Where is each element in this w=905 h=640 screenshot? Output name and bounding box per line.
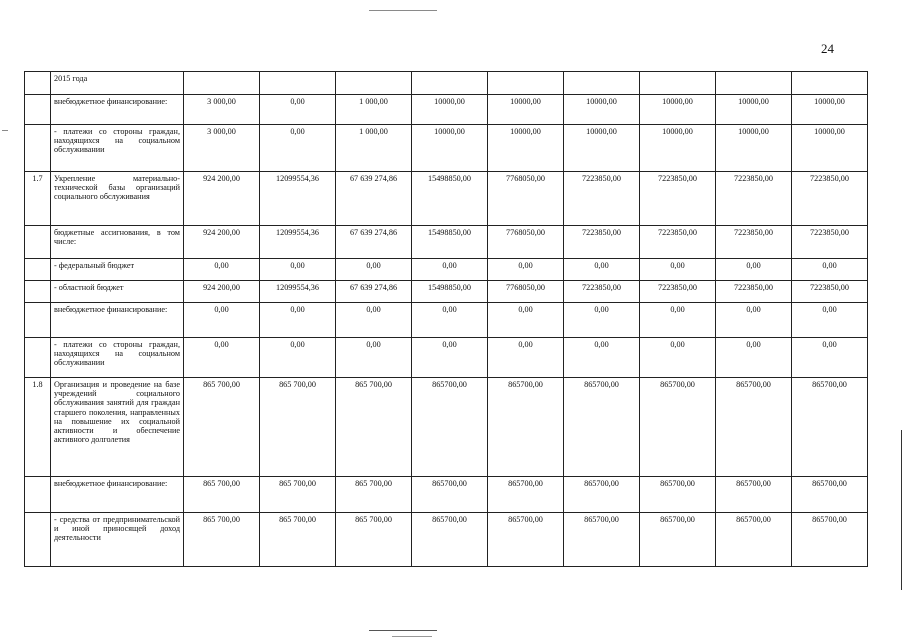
- value-cell: 7223850,00: [640, 281, 716, 303]
- table-row: [25, 172, 868, 226]
- table-row: [25, 303, 868, 338]
- scan-mark-bottom-short: [392, 636, 432, 637]
- value-cell: 865700,00: [792, 477, 868, 513]
- value-cell: 10000,00: [412, 125, 488, 172]
- value-cell: 865700,00: [412, 378, 488, 477]
- value-cell: 865700,00: [564, 477, 640, 513]
- value-cell: 7223850,00: [564, 226, 640, 259]
- row-label: бюджетные ассигнования, в том числе:: [51, 226, 184, 259]
- value-cell: 865 700,00: [336, 477, 412, 513]
- value-cell: 10000,00: [640, 95, 716, 125]
- value-cell: 0,00: [564, 259, 640, 281]
- value-cell: 865700,00: [640, 513, 716, 567]
- table-row: [25, 338, 868, 378]
- scan-mark-left: [2, 130, 8, 131]
- table-row: [25, 477, 868, 513]
- row-code: [25, 281, 51, 303]
- value-cell: 0,00: [184, 338, 260, 378]
- value-cell: 0,00: [336, 338, 412, 378]
- value-cell: 12099554,36: [260, 226, 336, 259]
- value-cell: 865700,00: [640, 378, 716, 477]
- value-cell: 0,00: [412, 338, 488, 378]
- row-code: [25, 72, 51, 95]
- value-cell: 0,00: [564, 303, 640, 338]
- value-cell: 865700,00: [412, 477, 488, 513]
- value-cell: 0,00: [412, 259, 488, 281]
- value-cell: 0,00: [792, 338, 868, 378]
- row-code: [25, 338, 51, 378]
- value-cell: 10000,00: [564, 95, 640, 125]
- value-cell: 0,00: [260, 125, 336, 172]
- value-cell: 865 700,00: [260, 477, 336, 513]
- value-cell: 865 700,00: [184, 513, 260, 567]
- row-label: - платежи со стороны граждан, находящихся на социальном обслуживании: [51, 125, 184, 172]
- value-cell: [184, 72, 260, 95]
- value-cell: 7768050,00: [488, 172, 564, 226]
- table-row: [25, 125, 868, 172]
- value-cell: 0,00: [260, 95, 336, 125]
- value-cell: 865700,00: [488, 513, 564, 567]
- row-label: - федеральный бюджет: [51, 259, 184, 281]
- value-cell: 0,00: [336, 303, 412, 338]
- value-cell: 0,00: [260, 338, 336, 378]
- value-cell: 865700,00: [488, 477, 564, 513]
- value-cell: 0,00: [640, 338, 716, 378]
- value-cell: 67 639 274,86: [336, 226, 412, 259]
- value-cell: 7223850,00: [792, 281, 868, 303]
- value-cell: 10000,00: [716, 95, 792, 125]
- table-row: [25, 513, 868, 567]
- budget-table: [24, 71, 868, 567]
- value-cell: 865700,00: [792, 378, 868, 477]
- value-cell: 3 000,00: [184, 95, 260, 125]
- row-code: [25, 125, 51, 172]
- row-label: внебюджетное финансирование:: [51, 477, 184, 513]
- value-cell: 15498850,00: [412, 226, 488, 259]
- value-cell: 3 000,00: [184, 125, 260, 172]
- value-cell: 865700,00: [792, 513, 868, 567]
- value-cell: 10000,00: [564, 125, 640, 172]
- row-label: Организация и проведение на базе учреждений социального обслуживания занятий для граждан старшего поколения, направленных на повышение их социальной активности и обеспечение активного долголетия: [51, 378, 184, 477]
- row-label: внебюджетное финансирование:: [51, 303, 184, 338]
- row-label: 2015 года: [51, 72, 184, 95]
- value-cell: 865700,00: [716, 378, 792, 477]
- value-cell: 12099554,36: [260, 172, 336, 226]
- row-label: - областной бюджет: [51, 281, 184, 303]
- row-code: [25, 513, 51, 567]
- table-row: [25, 226, 868, 259]
- value-cell: 67 639 274,86: [336, 172, 412, 226]
- row-label: внебюджетное финансирование:: [51, 95, 184, 125]
- row-label: Укрепление материально-технической базы организаций социального обслуживания: [51, 172, 184, 226]
- value-cell: 0,00: [640, 303, 716, 338]
- value-cell: 10000,00: [412, 95, 488, 125]
- value-cell: [792, 72, 868, 95]
- page-number: 24: [821, 41, 834, 56]
- value-cell: 865700,00: [640, 477, 716, 513]
- value-cell: 12099554,36: [260, 281, 336, 303]
- row-label: - средства от предпринимательской и иной приносящей доход деятельности: [51, 513, 184, 567]
- value-cell: 10000,00: [792, 95, 868, 125]
- value-cell: 7223850,00: [792, 172, 868, 226]
- value-cell: 0,00: [184, 259, 260, 281]
- value-cell: 7223850,00: [640, 172, 716, 226]
- value-cell: 1 000,00: [336, 95, 412, 125]
- value-cell: 0,00: [336, 259, 412, 281]
- value-cell: 0,00: [716, 259, 792, 281]
- value-cell: 0,00: [640, 259, 716, 281]
- value-cell: 0,00: [488, 303, 564, 338]
- row-label: - платежи со стороны граждан, находящихся на социальном обслуживании: [51, 338, 184, 378]
- value-cell: 7223850,00: [716, 281, 792, 303]
- value-cell: 924 200,00: [184, 172, 260, 226]
- row-code: [25, 226, 51, 259]
- value-cell: 0,00: [260, 259, 336, 281]
- value-cell: 865 700,00: [260, 513, 336, 567]
- value-cell: 7223850,00: [640, 226, 716, 259]
- value-cell: 1 000,00: [336, 125, 412, 172]
- value-cell: 865700,00: [716, 513, 792, 567]
- value-cell: 10000,00: [640, 125, 716, 172]
- table-row: [25, 281, 868, 303]
- value-cell: [260, 72, 336, 95]
- value-cell: 10000,00: [716, 125, 792, 172]
- value-cell: 924 200,00: [184, 281, 260, 303]
- value-cell: 7223850,00: [792, 226, 868, 259]
- value-cell: 10000,00: [488, 125, 564, 172]
- value-cell: 15498850,00: [412, 281, 488, 303]
- value-cell: 865 700,00: [184, 378, 260, 477]
- value-cell: 7223850,00: [564, 281, 640, 303]
- value-cell: 0,00: [412, 303, 488, 338]
- row-code: 1.8: [25, 378, 51, 477]
- row-code: [25, 303, 51, 338]
- value-cell: 7223850,00: [716, 226, 792, 259]
- value-cell: 7223850,00: [564, 172, 640, 226]
- value-cell: [336, 72, 412, 95]
- scan-mark-bottom: [369, 630, 437, 631]
- value-cell: [488, 72, 564, 95]
- value-cell: 865700,00: [564, 513, 640, 567]
- value-cell: 0,00: [716, 338, 792, 378]
- value-cell: 865 700,00: [184, 477, 260, 513]
- value-cell: 7768050,00: [488, 281, 564, 303]
- value-cell: 0,00: [716, 303, 792, 338]
- value-cell: 10000,00: [792, 125, 868, 172]
- value-cell: 865700,00: [412, 513, 488, 567]
- row-code: [25, 477, 51, 513]
- value-cell: 865700,00: [564, 378, 640, 477]
- value-cell: 0,00: [488, 259, 564, 281]
- value-cell: 0,00: [792, 303, 868, 338]
- value-cell: 67 639 274,86: [336, 281, 412, 303]
- value-cell: 865700,00: [716, 477, 792, 513]
- value-cell: 10000,00: [488, 95, 564, 125]
- value-cell: [640, 72, 716, 95]
- value-cell: 7768050,00: [488, 226, 564, 259]
- value-cell: 0,00: [564, 338, 640, 378]
- value-cell: 7223850,00: [716, 172, 792, 226]
- value-cell: 0,00: [184, 303, 260, 338]
- table-row: [25, 378, 868, 477]
- row-code: 1.7: [25, 172, 51, 226]
- value-cell: 0,00: [260, 303, 336, 338]
- value-cell: [412, 72, 488, 95]
- table-row: [25, 72, 868, 95]
- scan-edge-line: [901, 430, 902, 590]
- value-cell: [564, 72, 640, 95]
- value-cell: 0,00: [488, 338, 564, 378]
- table-row: [25, 95, 868, 125]
- value-cell: 924 200,00: [184, 226, 260, 259]
- value-cell: 865 700,00: [336, 378, 412, 477]
- value-cell: 15498850,00: [412, 172, 488, 226]
- value-cell: 865 700,00: [260, 378, 336, 477]
- value-cell: [716, 72, 792, 95]
- row-code: [25, 259, 51, 281]
- value-cell: 0,00: [792, 259, 868, 281]
- table-row: [25, 259, 868, 281]
- scan-mark-top: [369, 10, 437, 11]
- value-cell: 865 700,00: [336, 513, 412, 567]
- row-code: [25, 95, 51, 125]
- value-cell: 865700,00: [488, 378, 564, 477]
